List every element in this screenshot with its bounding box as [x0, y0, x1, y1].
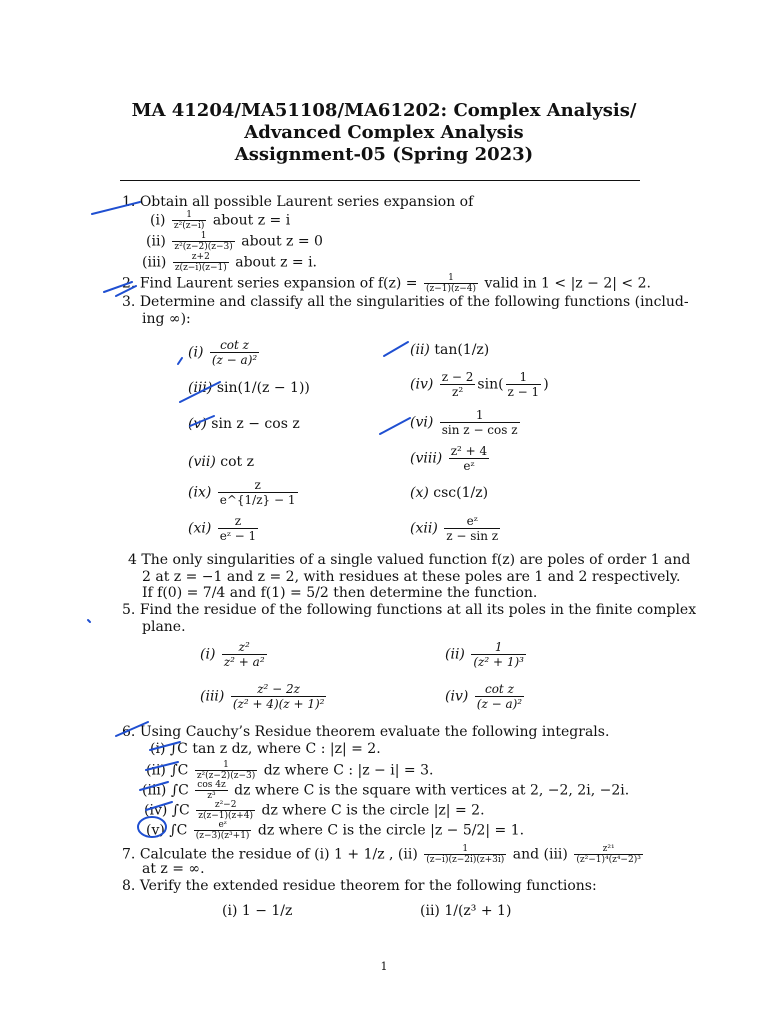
q3-item-vi	[410, 408, 522, 437]
q5-item-iv	[445, 682, 526, 711]
q5-iii-label: (iii)	[200, 688, 225, 705]
q7-number: 7.	[122, 846, 136, 863]
q7-text-a: Calculate the residue of (i) 1 + 1/z , (ii)	[139, 846, 418, 863]
q6-ii-integral: ∫C	[170, 762, 189, 779]
q8-part-i: (i) 1 − 1/z	[222, 903, 293, 919]
q1-i-denominator: z²(z−i)	[173, 221, 205, 231]
q6-v-label: (v)	[146, 822, 165, 839]
q6-iv-denominator: z(z−1)(z+4)	[198, 811, 254, 821]
q5-line-2: plane.	[142, 619, 186, 635]
q5-iii-fraction	[231, 682, 327, 711]
q3-viii-fraction	[449, 444, 489, 473]
q3-text-line1: Determine and classify all the singularities of the following functions (includ-	[139, 294, 689, 310]
q3-line-2: ing ∞):	[142, 311, 191, 327]
q3-xii-denominator: z − sin z	[446, 529, 499, 543]
pen-tick-q3-vi	[380, 418, 410, 434]
q5-number: 5.	[122, 602, 136, 618]
q3-viii-label: (viii)	[410, 450, 443, 467]
q3-xi-label: (xi)	[188, 520, 212, 537]
q3-i-fraction	[210, 338, 259, 367]
q3-iii-label: (iii)	[188, 380, 213, 396]
q5-iv-denominator: (z − a)²	[476, 697, 523, 711]
q3-item-xii	[410, 514, 502, 543]
q2-numerator: 1	[448, 273, 454, 283]
q5-ii-denominator: (z² + 1)³	[473, 655, 524, 669]
pen-dot-q5	[88, 620, 90, 622]
q6-number: 6.	[122, 724, 136, 740]
q6-v-numerator: eᶻ	[218, 820, 227, 830]
q6	[122, 724, 609, 741]
q3-iv-numerator: z − 2	[441, 370, 474, 384]
q1-ii-denominator: z²(z−2)(z−3)	[174, 242, 233, 252]
q7-line-2: at z = ∞.	[142, 861, 205, 877]
q6-part-v	[146, 820, 524, 841]
q3-i-numerator: cot z	[220, 338, 249, 352]
q6-part-ii	[146, 760, 433, 781]
q6-iv-fraction	[196, 800, 255, 821]
q8	[122, 878, 597, 895]
q4-line-1	[128, 552, 690, 569]
q3-item-iii	[188, 380, 310, 397]
course-code-title: MA 41204/MA51108/MA61202: Complex Analysis/	[131, 100, 637, 121]
q5-iii-denominator: (z² + 4)(z + 1)²	[232, 697, 325, 711]
q3-iv-numerator-2: 1	[519, 370, 528, 384]
q6-part-iv	[144, 800, 485, 821]
q3-vi-label: (vi)	[410, 414, 434, 431]
q3-line-1	[122, 294, 689, 311]
q3-vii-expr: cot z	[220, 454, 254, 470]
q6-iv-integral: ∫C	[171, 802, 190, 819]
q5-line-1	[122, 602, 696, 619]
q3-item-i	[188, 338, 261, 367]
q4-text-line1: The only singularities of a single valued function f(z) are poles of order 1 and	[141, 552, 691, 568]
q3-iv-label: (iv)	[410, 376, 434, 393]
page-number: 1	[380, 960, 388, 973]
q5-item-i	[200, 640, 269, 669]
q3-i-label: (i)	[188, 344, 204, 361]
pen-tick-q3-ii	[384, 342, 408, 356]
q1-number: 1.	[122, 194, 136, 210]
assignment-title: Assignment-05 (Spring 2023)	[234, 144, 534, 165]
q7-ii-fraction	[424, 844, 506, 865]
q6-part-i	[150, 741, 381, 758]
q3-iv-end: )	[543, 376, 549, 393]
q3-vi-fraction	[440, 408, 520, 437]
q2-text-b: valid in 1 < |z − 2| < 2.	[484, 275, 651, 292]
q6-iii-integral: ∫C	[170, 782, 189, 799]
q3-iii-expr: sin(1/(z − 1))	[216, 380, 310, 396]
q3-xi-fraction	[218, 514, 258, 543]
q5-iv-numerator: cot z	[484, 682, 514, 696]
q3-ix-numerator: z	[254, 478, 261, 492]
q1-ii-label: (ii)	[146, 233, 166, 250]
q5-iii-numerator: z² − 2z	[257, 682, 301, 696]
q3-xii-fraction	[444, 514, 500, 543]
q3-xii-label: (xii)	[410, 520, 438, 537]
q6-text: Using Cauchy’s Residue theorem evaluate the following integrals.	[139, 724, 610, 740]
q5-i-numerator: z²	[238, 640, 250, 654]
q6-i-text: ∫C tan z dz, where C : |z| = 2.	[169, 741, 381, 757]
header-divider	[120, 180, 640, 181]
q3-iv-fraction-2	[506, 370, 542, 399]
q3-item-viii	[410, 444, 491, 473]
q3-xi-denominator: eᶻ − 1	[219, 529, 257, 543]
q1-ii-fraction	[172, 231, 234, 252]
q3-iv-mid: sin(	[477, 376, 504, 393]
q3-xi-numerator: z	[234, 514, 242, 528]
q3-ii-label: (ii)	[410, 342, 430, 358]
q5-item-iii	[200, 682, 328, 711]
q2-fraction	[424, 273, 478, 294]
pen-dot-q3-i	[178, 358, 182, 364]
q7-iii-numerator: z²¹	[602, 844, 615, 854]
q3-item-v	[188, 416, 300, 433]
q4-line-3: If f(0) = 7/4 and f(1) = 5/2 then determine the function.	[142, 585, 538, 601]
q3-item-x	[410, 485, 488, 502]
q6-iv-text: dz where C is the circle |z| = 2.	[261, 802, 485, 819]
q6-ii-text: dz where C : |z − i| = 3.	[263, 762, 434, 779]
q6-part-iii	[142, 780, 629, 801]
q6-ii-denominator: z²(z−2)(z−3)	[196, 771, 256, 781]
q6-v-denominator: (z−3)(z³+1)	[195, 831, 250, 841]
q6-iii-denominator: z³	[195, 790, 227, 801]
q3-iv-denominator: z²	[440, 384, 476, 399]
q1-text: Obtain all possible Laurent series expansion of	[139, 194, 474, 210]
q3-item-ii	[410, 342, 489, 359]
q1-iii-numerator: z+2	[191, 252, 210, 262]
q1-iii-text: about z = i.	[235, 254, 317, 271]
q3-item-ix	[188, 478, 300, 507]
q1	[122, 194, 473, 211]
q1-i-numerator: 1	[186, 210, 192, 220]
q6-ii-numerator: 1	[223, 760, 229, 770]
q3-number: 3.	[122, 294, 136, 310]
q7-iii-fraction	[574, 844, 643, 865]
q7-iii-denominator: (z²−1)⁴(z⁴−2)³	[576, 855, 641, 865]
q1-part-i	[150, 210, 290, 231]
q8-number: 8.	[122, 878, 136, 894]
q4-line-2: 2 at z = −1 and z = 2, with residues at these poles are 1 and 2 respectively.	[142, 569, 681, 585]
q1-iii-denominator: z(z−i)(z−1)	[174, 263, 227, 273]
q8-text: Verify the extended residue theorem for the following functions:	[139, 878, 597, 894]
q3-vi-numerator: 1	[475, 408, 484, 422]
q5-iv-label: (iv)	[445, 688, 469, 705]
q2	[122, 273, 651, 294]
q3-xii-numerator: eᶻ	[466, 514, 478, 528]
q6-iv-label: (iv)	[144, 802, 168, 819]
q4-number: 4	[128, 552, 137, 568]
q1-part-iii	[142, 252, 317, 273]
q3-x-label: (x)	[410, 485, 429, 501]
q6-iii-text: dz where C is the square with vertices at 2, −2, 2i, −2i.	[234, 782, 630, 799]
q2-text-a: Find Laurent series expansion of f(z) =	[139, 275, 418, 292]
q6-v-fraction	[194, 820, 252, 841]
q6-i-label: (i)	[150, 741, 166, 757]
q3-ix-fraction	[218, 478, 298, 507]
q3-ix-denominator: e^{1/z} − 1	[219, 493, 296, 507]
q3-v-label: (v)	[188, 416, 207, 432]
q5-i-label: (i)	[200, 646, 216, 663]
q7-ii-numerator: 1	[462, 844, 469, 854]
q3-iv-fraction-1	[440, 370, 476, 399]
q3-i-denominator: (z − a)²	[211, 353, 258, 367]
q6-ii-fraction	[195, 760, 257, 781]
q1-ii-text: about z = 0	[241, 233, 323, 250]
q3-vii-label: (vii)	[188, 454, 216, 470]
q6-v-integral: ∫C	[169, 822, 188, 839]
q1-i-label: (i)	[150, 212, 166, 229]
q8-part-ii: (ii) 1/(z³ + 1)	[420, 903, 512, 919]
q5-ii-numerator: 1	[494, 640, 503, 654]
q5-item-ii	[445, 640, 528, 669]
q5-i-fraction	[222, 640, 267, 669]
q6-iii-numerator: cos 4z	[197, 780, 226, 790]
q2-number: 2.	[122, 275, 136, 292]
q1-iii-fraction	[173, 252, 229, 273]
q5-ii-fraction	[471, 640, 526, 669]
q5-text-line1: Find the residue of the following functions at all its poles in the finite complex	[139, 602, 697, 618]
q1-i-text: about z = i	[212, 212, 291, 229]
q7-ii-denominator: (z−i)(z−2i)(z+3i)	[426, 855, 505, 865]
q6-iii-fraction	[195, 780, 227, 801]
q6-iii-label: (iii)	[142, 782, 167, 799]
q1-iii-label: (iii)	[142, 254, 167, 271]
q3-x-expr: csc(1/z)	[433, 485, 489, 501]
q3-viii-denominator: eᶻ	[449, 458, 489, 473]
course-name-title: Advanced Complex Analysis	[244, 122, 524, 143]
q3-item-vii	[188, 454, 254, 471]
q6-v-text: dz where C is the circle |z − 5/2| = 1.	[257, 822, 525, 839]
q3-item-xi	[188, 514, 260, 543]
q3-ix-label: (ix)	[188, 484, 212, 501]
q3-viii-numerator: z² + 4	[450, 444, 488, 458]
q5-i-denominator: z² + a²	[223, 655, 265, 669]
q5-iv-fraction	[475, 682, 524, 711]
q3-vi-denominator: sin z − cos z	[441, 423, 518, 437]
q1-part-ii	[146, 231, 323, 252]
q7-text-b: and (iii)	[512, 846, 568, 863]
q5-ii-label: (ii)	[445, 646, 465, 663]
q3-iv-denominator-2: z − 1	[507, 385, 540, 399]
q3-ii-expr: tan(1/z)	[434, 342, 490, 358]
q6-ii-label: (ii)	[146, 762, 166, 779]
q2-denominator: (z−1)(z−4)	[425, 284, 477, 294]
q1-i-fraction	[172, 210, 207, 231]
q3-item-iv	[410, 370, 549, 399]
q1-ii-numerator: 1	[200, 231, 207, 241]
q6-iv-numerator: z²−2	[214, 800, 237, 810]
q3-v-expr: sin z − cos z	[211, 416, 300, 432]
